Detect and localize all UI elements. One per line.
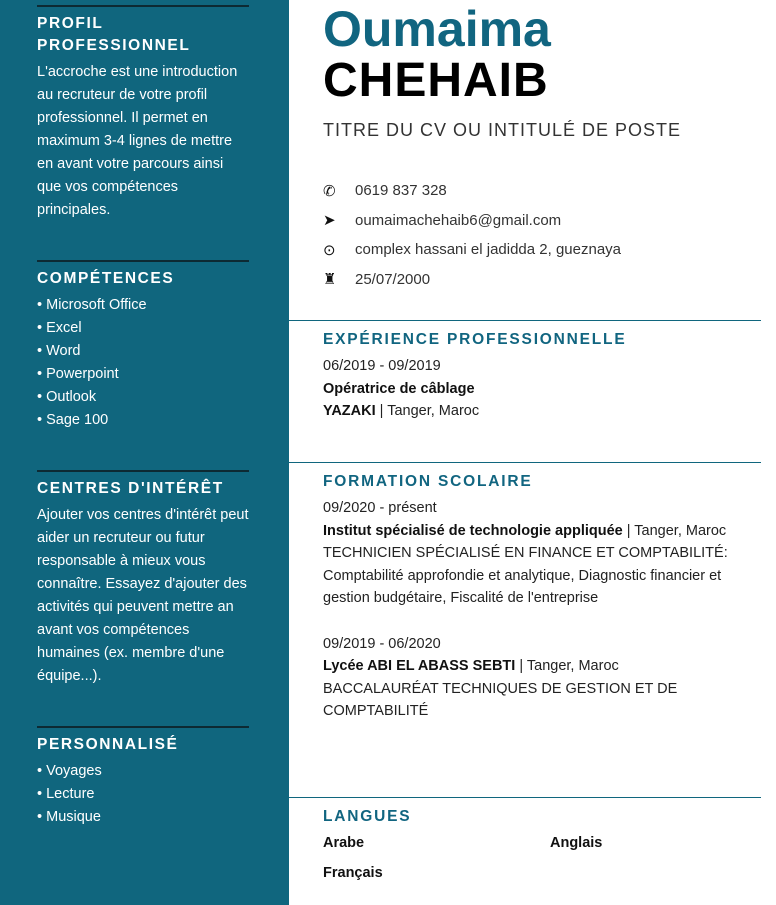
phone-icon: ✆ [323,182,336,200]
education-location: | Tanger, Maroc [515,658,619,674]
list-item: • Voyages [37,760,249,783]
experience-location: | Tanger, Maroc [375,403,480,419]
location-pin-icon: ⊙ [323,241,336,259]
address: complex hassani el jadidda 2, gueznaya [355,241,622,259]
education-school: Institut spécialisé de technologie appliquée [323,522,623,539]
list-item: • Excel [37,317,249,340]
job-title: TITRE DU CV OU INTITULÉ DE POSTE [323,120,682,140]
section-title: FORMATION SCOLAIRE [323,473,533,490]
language-item: Anglais [550,835,603,851]
education-section [289,462,761,723]
list-item: • Powerpoint [37,363,249,386]
profile-section [37,5,249,222]
education-school: Lycée ABI EL ABASS SEBTI [323,658,516,674]
education-dates: 09/2020 - présent [323,500,437,516]
custom-section [37,726,249,829]
last-name: CHEHAIB [323,54,549,107]
email[interactable]: oumaimachehaib6@gmail.com [355,211,562,229]
list-item: • Word [37,340,249,363]
section-title: CENTRES D'INTÉRÊT [37,480,224,497]
section-title: EXPÉRIENCE PROFESSIONNELLE [323,331,627,348]
experience-dates: 06/2019 - 09/2019 [323,358,441,374]
experience-company: YAZAKI [323,403,376,419]
section-title: COMPÉTENCES [37,270,175,287]
interests-text: Ajouter vos centres d'intérêt peut aider un recruteur ou futur responsable à mieux vous connaître. Essayez d'ajouter des activités qui peuvent mettre an avant vos compétences humaines (ex. membre d'une équipe...). [37,507,249,684]
sidebar [0,0,289,905]
first-name: Oumaima [323,1,551,57]
section-title: PERSONNALISÉ [37,736,179,753]
education-description: TECHNICIEN SPÉCIALISÉ EN FINANCE ET COMPTABILITÉ: Comptabilité approfondie et analytique, Diagnostic financier et gestion budgétaire, Fiscalité de l'entreprise [323,545,728,606]
list-item: • Lecture [37,783,249,806]
interests-section [37,470,249,688]
language-item: Arabe [323,835,365,851]
education-dates: 09/2019 - 06/2020 [323,635,441,652]
experience-section [289,320,761,423]
birthdate: 25/07/2000 [355,270,431,288]
education-description: BACCALAURÉAT TECHNIQUES DE GESTION ET DE COMPTABILITÉ [323,680,678,719]
experience-role: Opératrice de câblage [323,380,475,397]
education-location: | Tanger, Maroc [622,522,727,539]
profile-text: L'accroche est une introduction au recruteur de votre profil professionnel. Il permet en maximum 3-4 lignes de mettre en avant votre parcours ainsi que vos compétences principales. [37,64,238,218]
languages-section [289,797,761,884]
contact-info [323,176,621,294]
section-title: LANGUES [323,808,412,825]
paper-plane-icon: ➤ [323,212,336,230]
list-item: • Outlook [37,386,249,409]
language-item: Français [323,864,383,881]
list-item: • Sage 100 [37,409,249,432]
phone: 0619 837 328 [355,182,447,200]
list-item: • Musique [37,806,249,829]
skills-section [37,260,249,432]
birthday-cake-icon: ♜ [323,271,337,289]
section-title: PROFIL PROFESSIONNEL [37,15,191,54]
list-item: • Microsoft Office [37,294,249,317]
